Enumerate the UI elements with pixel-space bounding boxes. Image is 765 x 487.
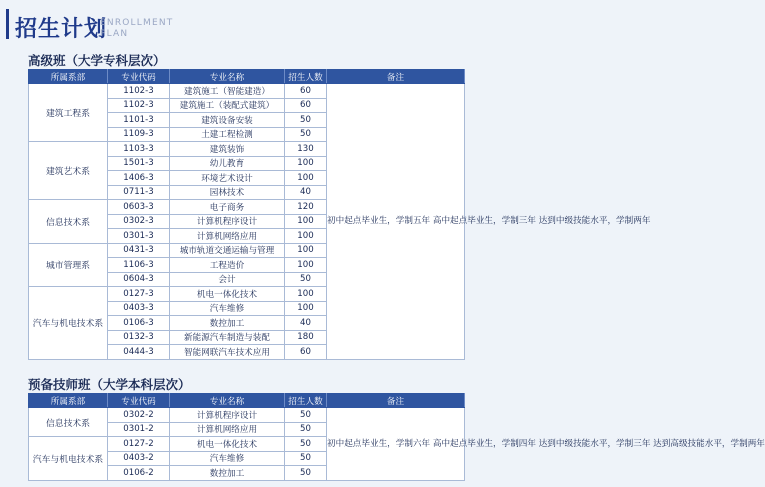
technician-plan-table [28,393,765,481]
major-name-cell: 会计 [170,272,285,287]
major-name-cell: 汽车维修 [170,301,285,316]
enrollment-count-cell: 130 [285,142,327,157]
enrollment-count-cell: 120 [285,200,327,215]
enrollment-count-cell: 100 [285,301,327,316]
enrollment-count-cell: 50 [285,466,327,481]
dept-cell: 信息技术系 [29,408,108,437]
major-name-cell: 汽车维修 [170,451,285,466]
technician-section-title: 预备技师班（大学本科层次） [28,377,191,392]
col-header-code: 专业代码 [108,70,170,84]
code-cell: 0444-3 [108,345,170,360]
code-cell: 1102-3 [108,84,170,99]
col-header-dept: 所属系部 [29,70,108,84]
major-name-cell: 数控加工 [170,466,285,481]
table-row [29,84,465,99]
enrollment-count-cell: 60 [285,98,327,113]
code-cell: 0403-2 [108,451,170,466]
senior-plan-table [28,69,651,360]
code-cell: 1101-3 [108,113,170,128]
code-cell: 0302-3 [108,214,170,229]
col-header-note: 备注 [327,394,465,408]
major-name-cell: 计算机程序设计 [170,408,285,423]
enrollment-count-cell: 50 [285,451,327,466]
note-cell: 初中起点毕业生，学制五年 高中起点毕业生，学制三年 达到中级技能水平，学制两年 [327,84,465,360]
code-cell: 0301-2 [108,422,170,437]
major-name-cell: 城市轨道交通运输与管理 [170,243,285,258]
dept-cell: 建筑工程系 [29,84,108,142]
enrollment-count-cell: 50 [285,272,327,287]
col-header-dept: 所属系部 [29,394,108,408]
major-name-cell: 智能网联汽车技术应用 [170,345,285,360]
senior-section-title: 高级班（大学专科层次） [28,53,166,68]
enrollment-count-cell: 60 [285,345,327,360]
enrollment-count-cell: 40 [285,316,327,331]
major-name-cell: 建筑装饰 [170,142,285,157]
major-name-cell: 新能源汽车制造与装配 [170,330,285,345]
major-name-cell: 计算机程序设计 [170,214,285,229]
code-cell: 0301-3 [108,229,170,244]
page-title: 招生计划 [15,17,108,42]
major-name-cell: 幼儿教育 [170,156,285,171]
code-cell: 0127-2 [108,437,170,452]
code-cell: 1109-3 [108,127,170,142]
major-name-cell: 建筑设备安装 [170,113,285,128]
dept-cell: 城市管理系 [29,243,108,287]
code-cell: 0132-3 [108,330,170,345]
page-header [6,6,306,51]
major-name-cell: 机电一体化技术 [170,287,285,302]
table-row [29,408,465,423]
code-cell: 0403-3 [108,301,170,316]
code-cell: 0711-3 [108,185,170,200]
major-name-cell: 电子商务 [170,200,285,215]
code-cell: 0302-2 [108,408,170,423]
code-cell: 0431-3 [108,243,170,258]
enrollment-count-cell: 100 [285,156,327,171]
col-header-name: 专业名称 [170,394,285,408]
major-name-cell: 计算机网络应用 [170,422,285,437]
major-name-cell: 环境艺术设计 [170,171,285,186]
major-name-cell: 园林技术 [170,185,285,200]
enrollment-count-cell: 50 [285,127,327,142]
enrollment-count-cell: 100 [285,287,327,302]
col-header-name: 专业名称 [170,70,285,84]
enrollment-count-cell: 100 [285,243,327,258]
major-name-cell: 工程造价 [170,258,285,273]
code-cell: 0106-3 [108,316,170,331]
major-name-cell: 建筑施工（装配式建筑） [170,98,285,113]
dept-cell: 汽车与机电技术系 [29,437,108,481]
major-name-cell: 机电一体化技术 [170,437,285,452]
major-name-cell: 计算机网络应用 [170,229,285,244]
code-cell: 0127-3 [108,287,170,302]
code-cell: 1103-3 [108,142,170,157]
enrollment-count-cell: 100 [285,258,327,273]
title-accent-bar [6,9,9,39]
col-header-count: 招生人数 [285,70,327,84]
enrollment-count-cell: 180 [285,330,327,345]
dept-cell: 信息技术系 [29,200,108,244]
enrollment-count-cell: 50 [285,422,327,437]
enrollment-count-cell: 100 [285,214,327,229]
enrollment-count-cell: 60 [285,84,327,99]
major-name-cell: 土建工程检测 [170,127,285,142]
enrollment-count-cell: 40 [285,185,327,200]
code-cell: 1102-3 [108,98,170,113]
code-cell: 0603-3 [108,200,170,215]
dept-cell: 建筑艺术系 [29,142,108,200]
col-header-note: 备注 [327,70,465,84]
code-cell: 1406-3 [108,171,170,186]
page-subtitle-en: ENROLLMENT PLAN [100,18,174,39]
note-cell: 初中起点毕业生，学制六年 高中起点毕业生，学制四年 达到中级技能水平，学制三年 达到高级技能水平，学制两年 [327,408,465,481]
col-header-code: 专业代码 [108,394,170,408]
major-name-cell: 数控加工 [170,316,285,331]
code-cell: 1501-3 [108,156,170,171]
enrollment-count-cell: 100 [285,171,327,186]
enrollment-count-cell: 50 [285,408,327,423]
col-header-count: 招生人数 [285,394,327,408]
table-header-row [29,70,465,84]
enrollment-count-cell: 50 [285,113,327,128]
dept-cell: 汽车与机电技术系 [29,287,108,360]
enrollment-count-cell: 50 [285,437,327,452]
code-cell: 0106-2 [108,466,170,481]
table-header-row [29,394,465,408]
code-cell: 0604-3 [108,272,170,287]
major-name-cell: 建筑施工（智能建造） [170,84,285,99]
code-cell: 1106-3 [108,258,170,273]
enrollment-count-cell: 100 [285,229,327,244]
